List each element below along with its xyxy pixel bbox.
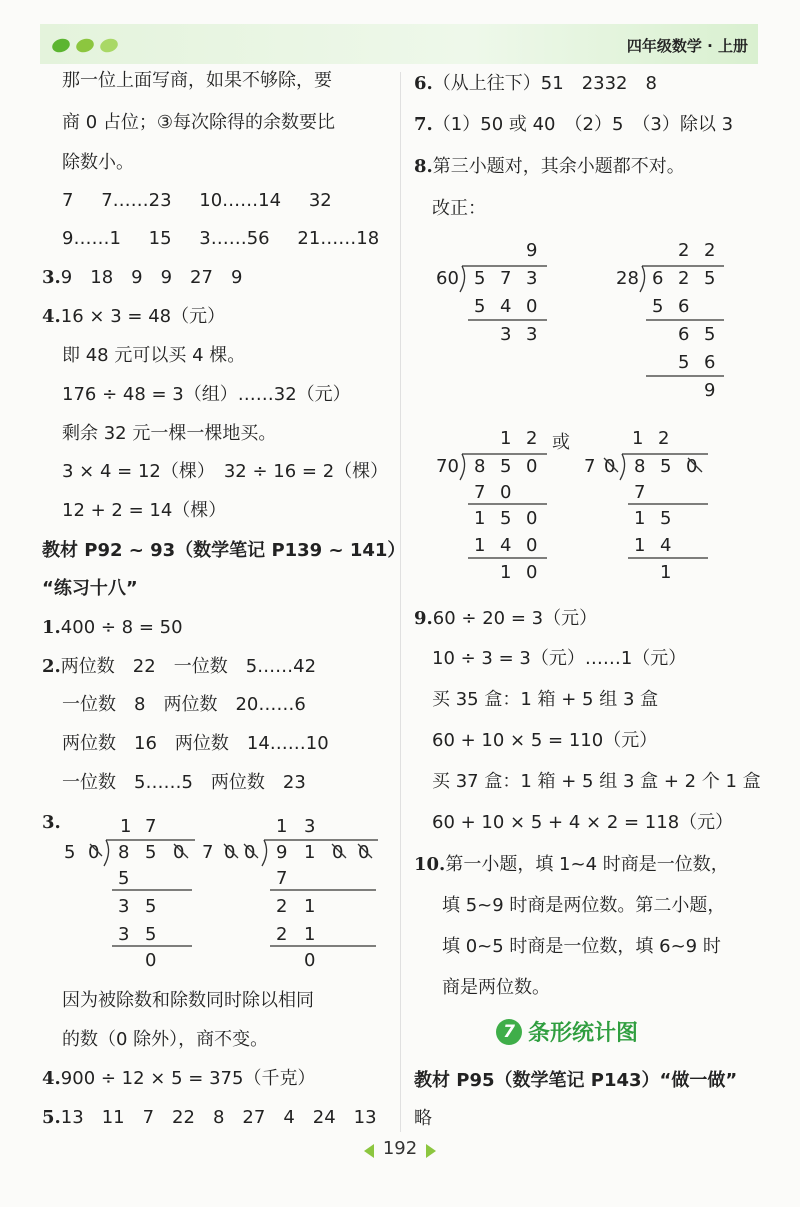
question-number: 6. <box>414 73 433 94</box>
text-line: 一位数 5……5 两位数 23 <box>62 772 306 793</box>
quotient-digit: 1 <box>276 816 288 837</box>
omitted-note: 略 <box>414 1108 432 1129</box>
divisor-digit: 7 <box>584 456 596 477</box>
text-line: 买 37 盒：1 箱 + 5 组 3 盒 + 2 个 1 盒 <box>432 771 761 792</box>
work-digit: 1 <box>304 896 316 917</box>
page-number: 192 <box>382 1138 418 1159</box>
dividend-digit: 5 <box>704 268 716 289</box>
question-text: （从上往下）51 2332 8 <box>432 73 657 94</box>
question-text: 60 ÷ 20 = 3（元） <box>432 608 598 629</box>
dividend-digit: 1 <box>304 842 316 863</box>
dividend-digit: 5 <box>500 456 512 477</box>
dividend-digit: 2 <box>678 268 690 289</box>
divisor-digit: 0 <box>224 842 236 863</box>
text-line: 的数（0 除外），商不变。 <box>62 1029 269 1050</box>
text-line: 那一位上面写商，如果不够除，要 <box>62 70 332 91</box>
dividend-digit: 5 <box>660 456 672 477</box>
question-number: 5. <box>42 1107 61 1128</box>
long-division-simplified <box>580 424 715 584</box>
question-7 <box>414 112 733 138</box>
work-digit: 6 <box>678 324 690 345</box>
divisor: 28 <box>616 268 639 289</box>
dividend-digit: 0 <box>332 842 344 863</box>
text-line: 填 0~5 时商是一位数，填 6~9 时 <box>442 936 721 957</box>
work-digit: 4 <box>500 296 512 317</box>
question-text: 900 ÷ 12 × 5 = 375（千克） <box>60 1068 316 1089</box>
text-line: 商 0 占位；③每次除得的余数要比 <box>62 112 336 133</box>
book-title: 四年级数学 · 上册 <box>626 37 748 55</box>
remainder-digit: 1 <box>500 562 512 583</box>
quotient-digit: 2 <box>678 240 690 261</box>
work-digit: 6 <box>704 352 716 373</box>
work-digit: 0 <box>500 482 512 503</box>
text-line: 60 + 10 × 5 + 4 × 2 = 118（元） <box>432 812 734 833</box>
quotient-digit: 1 <box>500 428 512 449</box>
work-digit: 4 <box>660 535 672 556</box>
dividend-digit: 6 <box>652 268 664 289</box>
question-4 <box>42 304 225 330</box>
text-line: 12 + 2 = 14（棵） <box>62 500 227 521</box>
work-digit: 0 <box>526 508 538 529</box>
work-digit: 5 <box>660 508 672 529</box>
text-line: 填 5~9 时商是两位数。第二小题， <box>442 895 726 916</box>
remainder-digit: 3 <box>500 324 512 345</box>
text-line: 商是两位数。 <box>442 977 550 998</box>
text-line: 两位数 16 两位数 14……10 <box>62 733 329 754</box>
question-number: 1. <box>42 617 61 638</box>
page-header <box>40 24 758 64</box>
division-bracket <box>460 266 465 292</box>
exercise-2 <box>42 654 316 680</box>
remainder: 0 <box>145 950 157 971</box>
divisor: 60 <box>436 268 459 289</box>
divisor-digit: 7 <box>202 842 214 863</box>
question-number: 10. <box>414 854 446 875</box>
text-line: 剩余 32 元一棵一棵地买。 <box>62 423 277 444</box>
text-line: 买 35 盒：1 箱 + 5 组 3 盒 <box>432 689 659 710</box>
work-digit: 0 <box>526 535 538 556</box>
division-bracket <box>262 840 267 866</box>
answer-value: 3……56 <box>199 228 270 249</box>
work-digit: 5 <box>474 296 486 317</box>
answer-value: 7 <box>62 190 74 211</box>
textbook-reference: 教材 P92 ~ 93（数学笔记 P139 ~ 141） <box>42 540 406 561</box>
division-bracket <box>104 840 109 866</box>
dividend-digit: 8 <box>634 456 646 477</box>
answer-value: 32 <box>308 190 332 211</box>
dividend-digit: 0 <box>526 456 538 477</box>
long-division-625-by-28 <box>612 236 742 406</box>
header-dots <box>52 37 124 56</box>
question-number: 4. <box>42 306 61 327</box>
answer-value: 9……1 <box>62 228 121 249</box>
dividend-digit: 5 <box>474 268 486 289</box>
work-digit: 2 <box>276 924 288 945</box>
work-digit: 1 <box>474 508 486 529</box>
long-division-850-by-70 <box>432 424 562 584</box>
text-line: 176 ÷ 48 = 3（组）……32（元） <box>62 384 351 405</box>
quotient-digit: 2 <box>658 428 670 449</box>
dividend-digit: 3 <box>526 268 538 289</box>
question-text: （1）50 或 40 （2）5 （3）除以 3 <box>432 114 734 135</box>
exercise-title: “练习十八” <box>42 578 138 599</box>
question-text: 9 18 9 9 27 9 <box>60 267 243 288</box>
work-digit: 3 <box>118 896 130 917</box>
work-digit: 5 <box>145 896 157 917</box>
arrow-right-icon <box>426 1144 436 1158</box>
question-text: 13 11 7 22 8 27 4 24 13 <box>60 1107 377 1128</box>
remainder: 0 <box>304 950 316 971</box>
question-8 <box>414 154 685 180</box>
question-text: 16 × 3 = 48（元） <box>60 306 226 327</box>
divisor-digit: 0 <box>604 456 616 477</box>
question-10 <box>414 852 729 878</box>
column-divider <box>400 72 401 1132</box>
long-division-850-by-50 <box>60 812 200 972</box>
question-3 <box>42 265 242 291</box>
textbook-reference: 教材 P95（数学笔记 P143）“做一做” <box>414 1070 738 1091</box>
question-text: 第一小题，填 1~4 时商是一位数， <box>445 854 729 875</box>
divisor-digit: 0 <box>244 842 256 863</box>
text-line: 除数小。 <box>62 152 134 173</box>
section-heading <box>496 1016 638 1046</box>
question-text: 第三小题对，其余小题都不对。 <box>432 156 685 177</box>
work-digit: 4 <box>500 535 512 556</box>
question-number: 2. <box>42 656 61 677</box>
dividend-digit: 5 <box>145 842 157 863</box>
exercise-1 <box>42 615 183 641</box>
work-digit: 5 <box>118 868 130 889</box>
remainder: 9 <box>704 380 716 401</box>
answer-row <box>62 188 332 214</box>
question-number: 4. <box>42 1068 61 1089</box>
answer-value: 10……14 <box>199 190 282 211</box>
question-6 <box>414 71 657 97</box>
remainder-digit: 3 <box>526 324 538 345</box>
quotient-digit: 1 <box>632 428 644 449</box>
question-number: 3. <box>42 812 61 833</box>
answer-value: 15 <box>148 228 172 249</box>
work-digit: 3 <box>118 924 130 945</box>
answer-value: 7……23 <box>101 190 172 211</box>
remainder: 1 <box>660 562 672 583</box>
remainder-digit: 0 <box>526 562 538 583</box>
exercise-5 <box>42 1105 377 1131</box>
work-digit: 6 <box>678 296 690 317</box>
question-text: 400 ÷ 8 = 50 <box>60 617 183 638</box>
work-digit: 1 <box>634 535 646 556</box>
work-digit: 7 <box>276 868 288 889</box>
long-division-9100-by-700 <box>198 812 388 972</box>
divisor-digit: 5 <box>64 842 76 863</box>
division-bracket <box>640 266 645 292</box>
work-digit: 1 <box>634 508 646 529</box>
work-digit: 1 <box>304 924 316 945</box>
text-line: 3 × 4 = 12（棵） 32 ÷ 16 = 2（棵） <box>62 461 389 482</box>
division-bracket <box>620 454 625 480</box>
divisor: 70 <box>436 456 459 477</box>
text-line: 即 48 元可以买 4 棵。 <box>62 345 246 366</box>
quotient-digit: 9 <box>526 240 538 261</box>
work-digit: 5 <box>704 324 716 345</box>
or-label: 或 <box>552 432 570 453</box>
green-dot-icon <box>74 37 95 55</box>
quotient-digit: 1 <box>120 816 132 837</box>
dividend-digit: 0 <box>686 456 698 477</box>
correction-label: 改正： <box>432 198 486 219</box>
question-number: 7. <box>414 114 433 135</box>
dividend-digit: 7 <box>500 268 512 289</box>
text-line: 10 ÷ 3 = 3（元）……1（元） <box>432 648 687 669</box>
division-bracket <box>460 454 465 480</box>
exercise-4 <box>42 1066 315 1092</box>
work-digit: 5 <box>145 924 157 945</box>
question-9 <box>414 606 597 632</box>
text-line: 一位数 8 两位数 20……6 <box>62 694 306 715</box>
text-line: 60 + 10 × 5 = 110（元） <box>432 730 658 751</box>
dividend-digit: 0 <box>358 842 370 863</box>
section-title: 条形统计图 <box>528 1020 639 1046</box>
dividend-digit: 9 <box>276 842 288 863</box>
question-text: 两位数 22 一位数 5……42 <box>60 656 317 677</box>
work-digit: 7 <box>634 482 646 503</box>
answer-value: 21……18 <box>297 228 380 249</box>
quotient-digit: 2 <box>704 240 716 261</box>
question-number: 8. <box>414 156 433 177</box>
work-digit: 5 <box>678 352 690 373</box>
long-division-573-by-60 <box>432 236 562 356</box>
section-number-badge: 7 <box>496 1019 522 1045</box>
divisor-digit: 0 <box>88 842 100 863</box>
green-dot-icon <box>50 37 71 55</box>
green-dot-icon <box>98 37 119 55</box>
work-digit: 5 <box>652 296 664 317</box>
work-digit: 2 <box>276 896 288 917</box>
work-digit: 1 <box>474 535 486 556</box>
quotient-digit: 3 <box>304 816 316 837</box>
question-number: 9. <box>414 608 433 629</box>
dividend-digit: 8 <box>118 842 130 863</box>
work-digit: 5 <box>500 508 512 529</box>
answer-row <box>62 226 379 252</box>
dividend-digit: 0 <box>173 842 185 863</box>
work-digit: 7 <box>474 482 486 503</box>
quotient-digit: 7 <box>145 816 157 837</box>
text-line: 因为被除数和除数同时除以相同 <box>62 990 314 1011</box>
quotient-digit: 2 <box>526 428 538 449</box>
dividend-digit: 8 <box>474 456 486 477</box>
work-digit: 0 <box>526 296 538 317</box>
question-number: 3. <box>42 267 61 288</box>
